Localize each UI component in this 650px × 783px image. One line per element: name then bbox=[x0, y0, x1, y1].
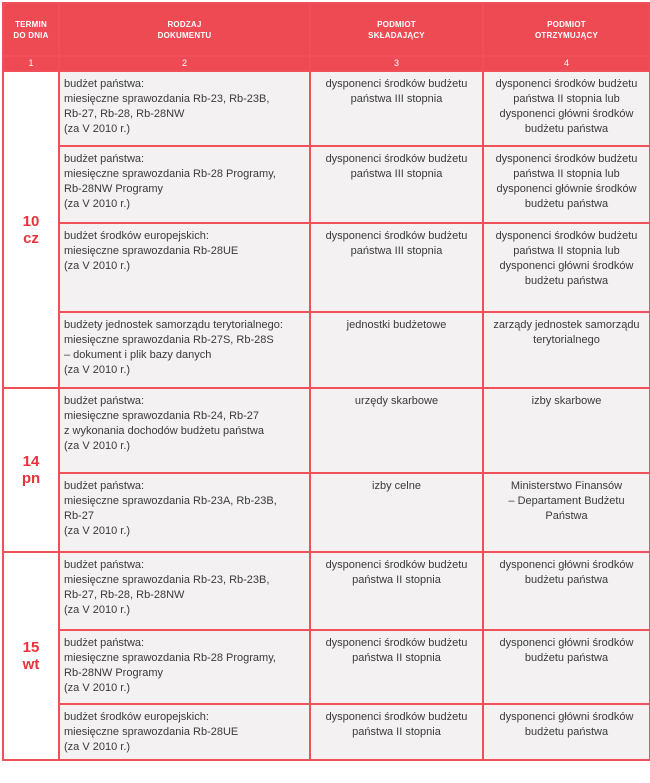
cell-text-line: miesięczne sprawozdania Rb-28UE bbox=[64, 245, 239, 257]
header-text: PODMIOT bbox=[377, 19, 416, 29]
document-type-cell bbox=[59, 630, 310, 704]
cell-text-line: terytorialnego bbox=[533, 334, 600, 346]
table-body bbox=[3, 71, 650, 760]
cell-text-line: budżet państwa: bbox=[64, 153, 145, 165]
receiver-cell bbox=[483, 312, 650, 388]
day-number: 10 bbox=[22, 212, 40, 230]
document-type-cell bbox=[59, 704, 310, 760]
table-row bbox=[3, 223, 650, 312]
cell-text-line: państwa III stopnia bbox=[350, 93, 443, 105]
cell-text-line: z wykonania dochodów budżetu państwa bbox=[64, 425, 264, 437]
cell-text-line: urzędy skarbowe bbox=[354, 395, 439, 407]
cell-text-line: dysponenci środków budżetu bbox=[325, 153, 468, 165]
cell-text-line: zarządy jednostek samorządu bbox=[493, 319, 640, 331]
table-row bbox=[3, 704, 650, 760]
receiver-cell bbox=[483, 223, 650, 312]
document-type-cell bbox=[59, 146, 310, 223]
header-text: TERMIN bbox=[15, 19, 47, 29]
deadline-day-cell bbox=[3, 388, 59, 552]
table-row bbox=[3, 473, 650, 552]
column-number-row bbox=[3, 56, 650, 71]
day-number: 14 bbox=[22, 453, 40, 470]
cell-text-line: państwa II stopnia lub bbox=[513, 93, 620, 105]
weekday: wt bbox=[22, 656, 40, 673]
cell-text-line: miesięczne sprawozdania Rb-28 Programy, bbox=[64, 168, 276, 180]
sender-cell bbox=[310, 473, 483, 552]
header-text: SKŁADAJĄCY bbox=[368, 30, 425, 40]
table-row bbox=[3, 630, 650, 704]
cell-text-line: budżet środków europejskich: bbox=[64, 711, 209, 723]
sender-cell bbox=[310, 704, 483, 760]
deadline-day-cell bbox=[3, 71, 59, 388]
cell-text-line: budżetu państwa bbox=[524, 275, 609, 287]
sender-cell bbox=[310, 388, 483, 473]
cell-text-line: dysponenci główni środków bbox=[499, 108, 634, 120]
receiver-cell bbox=[483, 71, 650, 146]
sender-cell bbox=[310, 146, 483, 223]
document-type-cell bbox=[59, 388, 310, 473]
sender-cell bbox=[310, 312, 483, 388]
cell-text-line: Państwa bbox=[545, 510, 588, 522]
cell-text-line: jednostki budżetowe bbox=[346, 319, 447, 331]
header-text: DO DNIA bbox=[13, 30, 49, 40]
table-row bbox=[3, 146, 650, 223]
cell-text-line: dysponenci środków budżetu bbox=[495, 153, 638, 165]
cell-text-line: Rb-28NW Programy bbox=[64, 667, 164, 679]
cell-text-line: (za V 2010 r.) bbox=[64, 682, 131, 694]
receiver-cell bbox=[483, 473, 650, 552]
cell-text-line: (za V 2010 r.) bbox=[64, 525, 131, 537]
day-number: 15 bbox=[22, 639, 40, 656]
sender-cell bbox=[310, 630, 483, 704]
column-number: 1 bbox=[3, 56, 59, 71]
header-receiver bbox=[483, 3, 650, 56]
receiver-cell bbox=[483, 552, 650, 630]
sender-cell bbox=[310, 71, 483, 146]
receiver-cell bbox=[483, 388, 650, 473]
cell-text-line: (za V 2010 r.) bbox=[64, 440, 131, 452]
table-row bbox=[3, 71, 650, 146]
header-text: PODMIOT bbox=[547, 19, 586, 29]
cell-text-line: dysponenci środków budżetu bbox=[325, 711, 468, 723]
cell-text-line: miesięczne sprawozdania Rb-23, Rb-23B, bbox=[64, 93, 270, 105]
cell-text-line: Rb-27, Rb-28, Rb-28NW bbox=[64, 589, 185, 601]
cell-text-line: Rb-28NW Programy bbox=[64, 183, 164, 195]
cell-text-line: budżety jednostek samorządu terytorialnego: bbox=[64, 319, 283, 331]
cell-text-line: dysponenci środków budżetu bbox=[495, 230, 638, 242]
cell-text-line: dysponenci środków budżetu bbox=[325, 230, 468, 242]
header-text: DOKUMENTU bbox=[157, 30, 212, 40]
cell-text-line: Ministerstwo Finansów bbox=[510, 480, 623, 492]
cell-text-line: miesięczne sprawozdania Rb-23A, Rb-23B, bbox=[64, 495, 277, 507]
cell-text-line: budżetu państwa bbox=[524, 652, 609, 664]
cell-text-line: miesięczne sprawozdania Rb-24, Rb-27 bbox=[64, 410, 260, 422]
sender-cell bbox=[310, 223, 483, 312]
cell-text-line: dysponenci środków budżetu bbox=[325, 78, 468, 90]
cell-text-line: – dokument i plik bazy danych bbox=[64, 349, 212, 361]
cell-text-line: państwa II stopnia lub bbox=[513, 168, 620, 180]
cell-text-line: dysponenci główni środków bbox=[499, 637, 634, 649]
document-type-cell bbox=[59, 71, 310, 146]
document-type-cell bbox=[59, 473, 310, 552]
cell-text-line: dysponenci środków budżetu bbox=[325, 559, 468, 571]
schedule-table bbox=[2, 2, 650, 761]
cell-text-line: budżetu państwa bbox=[524, 198, 609, 210]
header-text: RODZAJ bbox=[167, 19, 202, 29]
cell-text-line: dysponenci główni środków bbox=[499, 559, 634, 571]
table-row bbox=[3, 388, 650, 473]
weekday: pn bbox=[21, 470, 41, 487]
cell-text-line: miesięczne sprawozdania Rb-27S, Rb-28S bbox=[64, 334, 274, 346]
cell-text-line: dysponenci środków budżetu bbox=[495, 78, 638, 90]
cell-text-line: (za V 2010 r.) bbox=[64, 604, 131, 616]
cell-text-line: – Departament Budżetu bbox=[508, 495, 625, 507]
cell-text-line: budżet państwa: bbox=[64, 395, 145, 407]
header-deadline bbox=[3, 3, 59, 56]
cell-text-line: dysponenci główni środków bbox=[499, 260, 634, 272]
cell-text-line: (za V 2010 r.) bbox=[64, 741, 131, 753]
document-type-cell bbox=[59, 312, 310, 388]
cell-text-line: państwa III stopnia bbox=[350, 245, 443, 257]
cell-text-line: dysponenci środków budżetu bbox=[325, 637, 468, 649]
cell-text-line: budżet państwa: bbox=[64, 78, 145, 90]
receiver-cell bbox=[483, 704, 650, 760]
cell-text-line: budżetu państwa bbox=[524, 574, 609, 586]
document-type-cell bbox=[59, 552, 310, 630]
column-number: 2 bbox=[59, 56, 310, 71]
cell-text-line: budżet państwa: bbox=[64, 637, 145, 649]
header-text: OTRZYMUJĄCY bbox=[534, 30, 599, 40]
cell-text-line: Rb-27 bbox=[64, 510, 94, 522]
cell-text-line: państwa II stopnia bbox=[352, 652, 441, 664]
cell-text-line: miesięczne sprawozdania Rb-28 Programy, bbox=[64, 652, 276, 664]
header-sender bbox=[310, 3, 483, 56]
cell-text-line: Rb-27, Rb-28, Rb-28NW bbox=[64, 108, 185, 120]
cell-text-line: budżet państwa: bbox=[64, 480, 145, 492]
column-number: 3 bbox=[310, 56, 483, 71]
cell-text-line: (za V 2010 r.) bbox=[64, 198, 131, 210]
cell-text-line: dysponenci główni środków bbox=[499, 711, 634, 723]
cell-text-line: państwa III stopnia bbox=[350, 168, 443, 180]
column-number: 4 bbox=[483, 56, 650, 71]
receiver-cell bbox=[483, 630, 650, 704]
cell-text-line: dysponenci głównie środków bbox=[496, 183, 637, 195]
sender-cell bbox=[310, 552, 483, 630]
cell-text-line: izby skarbowe bbox=[531, 395, 602, 407]
table-row bbox=[3, 312, 650, 388]
header-document-type bbox=[59, 3, 310, 56]
cell-text-line: budżetu państwa bbox=[524, 726, 609, 738]
cell-text-line: miesięczne sprawozdania Rb-28UE bbox=[64, 726, 239, 738]
cell-text-line: (za V 2010 r.) bbox=[64, 260, 131, 272]
cell-text-line: państwa II stopnia lub bbox=[513, 245, 620, 257]
table-row bbox=[3, 552, 650, 630]
header-row bbox=[3, 3, 650, 56]
cell-text-line: budżet środków europejskich: bbox=[64, 230, 209, 242]
cell-text-line: budżetu państwa bbox=[524, 123, 609, 135]
cell-text-line: (za V 2010 r.) bbox=[64, 123, 131, 135]
cell-text-line: miesięczne sprawozdania Rb-23, Rb-23B, bbox=[64, 574, 270, 586]
cell-text-line: państwa II stopnia bbox=[352, 574, 441, 586]
deadline-day-cell bbox=[3, 552, 59, 760]
weekday: cz bbox=[23, 229, 39, 247]
cell-text-line: państwa II stopnia bbox=[352, 726, 441, 738]
cell-text-line: budżet państwa: bbox=[64, 559, 145, 571]
receiver-cell bbox=[483, 146, 650, 223]
cell-text-line: izby celne bbox=[372, 480, 421, 492]
cell-text-line: (za V 2010 r.) bbox=[64, 364, 131, 376]
document-type-cell bbox=[59, 223, 310, 312]
